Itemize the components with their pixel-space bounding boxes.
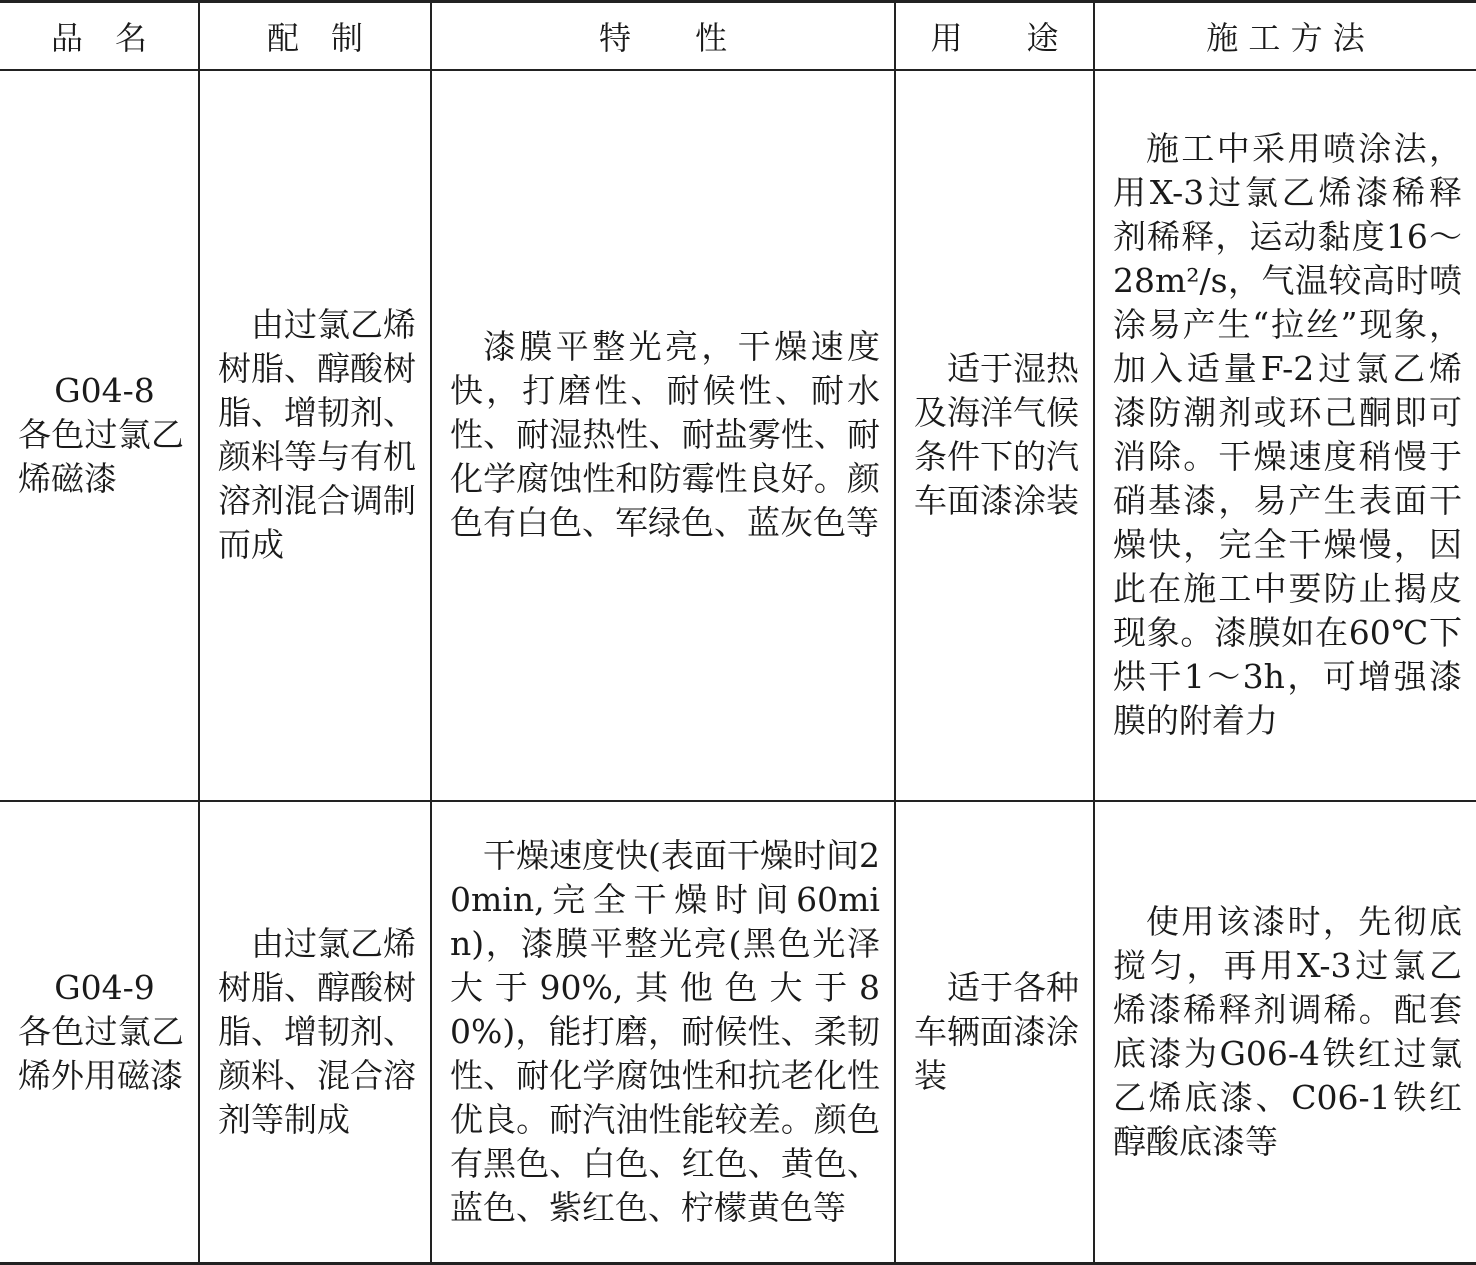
formulation-text: 由过氯乙烯树脂、醇酸树脂、增韧剂、颜料、混合溶剂等制成 xyxy=(218,923,416,1139)
method-text: 使用该漆时，先彻底搅匀，再用X-3过氯乙烯漆稀释剂调稀。配套底漆为G06-4铁红过氯乙烯底漆、C06-1铁红醇酸底漆等 xyxy=(1113,901,1462,1161)
header-row xyxy=(0,2,1476,70)
cell-method xyxy=(1094,70,1476,801)
cell-name xyxy=(0,70,199,801)
cell-use xyxy=(895,801,1094,1264)
properties-text: 漆膜平整光亮，干燥速度快，打磨性、耐候性、耐水性、耐湿热性、耐盐雾性、耐化学腐蚀性和防霉性良好。颜色有白色、军绿色、蓝灰色等 xyxy=(450,327,880,542)
use-text: 适于湿热及海洋气候条件下的汽车面漆涂装 xyxy=(914,349,1079,520)
cell-use xyxy=(895,70,1094,801)
cell-properties xyxy=(431,70,895,801)
cell-method xyxy=(1094,801,1476,1264)
header-method: 施 工 方 法 xyxy=(1094,2,1476,70)
cell-name xyxy=(0,801,199,1264)
product-name: G04-8 各色过氯乙烯磁漆 xyxy=(18,371,184,498)
method-text: 施工中采用喷涂法，用X-3过氯乙烯漆稀释剂稀释，运动黏度16～28m²/s，气温较高时喷涂易产生“拉丝”现象，加入适量F-2过氯乙烯漆防潮剂或环己酮即可消除。干燥速度稍慢于硝基漆，易产生表面干燥快，完全干燥慢，因此在施工中要防止揭皮现象。漆膜如在60℃下烘干1～3h，可增强漆膜的附着力 xyxy=(1113,129,1462,740)
use-text: 适于各种车辆面漆涂装 xyxy=(914,967,1079,1095)
formulation-text: 由过氯乙烯树脂、醇酸树脂、增韧剂、颜料等与有机溶剂混合调制而成 xyxy=(218,305,416,564)
cell-formulation xyxy=(199,70,431,801)
product-name: G04-9 各色过氯乙烯外用磁漆 xyxy=(18,967,184,1095)
header-properties: 特 性 xyxy=(431,2,895,70)
header-name: 品 名 xyxy=(0,2,199,70)
table-row xyxy=(0,70,1476,801)
cell-formulation xyxy=(199,801,431,1264)
header-use: 用 途 xyxy=(895,2,1094,70)
header-formulation: 配 制 xyxy=(199,2,431,70)
table-row xyxy=(0,801,1476,1264)
cell-properties xyxy=(431,801,895,1264)
properties-text: 干燥速度快(表面干燥时间20min,完全干燥时间60min)，漆膜平整光亮(黑色光泽大于90%,其他色大于80%)，能打磨，耐候性、柔韧性、耐化学腐蚀性和抗老化性优良。耐汽油性能较差。颜色有黑色、白色、红色、黄色、蓝色、紫红色、柠檬黄色等 xyxy=(450,835,880,1227)
